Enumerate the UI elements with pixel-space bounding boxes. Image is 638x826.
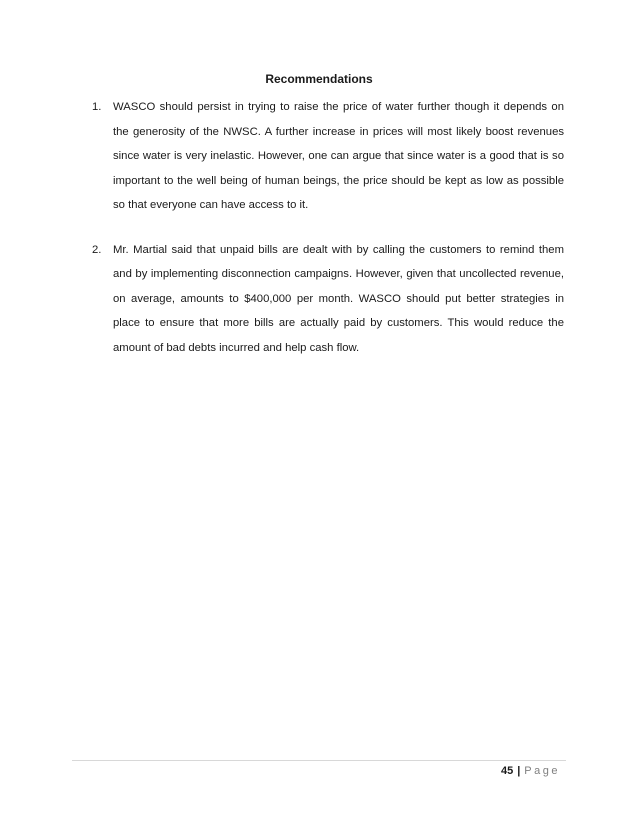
recommendation-item-2 <box>92 238 564 361</box>
page-footer <box>501 765 560 777</box>
page-number: 45 <box>500 765 514 777</box>
section-heading: Recommendations <box>265 72 373 86</box>
recommendation-item-1 <box>92 95 564 218</box>
footer-separator: | <box>517 765 521 777</box>
recommendation-text: WASCO should persist in trying to raise the price of water further though it depends on the generosity of the NWSC. A further increase in prices will most likely boost revenues since water is very inelastic. However, one can argue that since water is a good that is so important to the well being of human beings, the price should be kept as low as possible so that everyone can have access to it. <box>113 101 564 211</box>
list-number: 1. <box>92 101 102 113</box>
list-number: 2. <box>92 243 102 256</box>
page-label: Page <box>524 765 560 777</box>
footer-divider <box>72 760 566 761</box>
recommendations-list <box>92 95 564 360</box>
recommendation-text: Mr. Martial said that unpaid bills are dealt with by calling the customers to remind them and by implementing disconnection campaigns. However, given that uncollected revenue, on average, amounts to $400,000 per month. WASCO should put better strategies in place to ensure that more bills are actually paid by customers. This would reduce the amount of bad debts incurred and help cash flow. <box>113 243 564 354</box>
